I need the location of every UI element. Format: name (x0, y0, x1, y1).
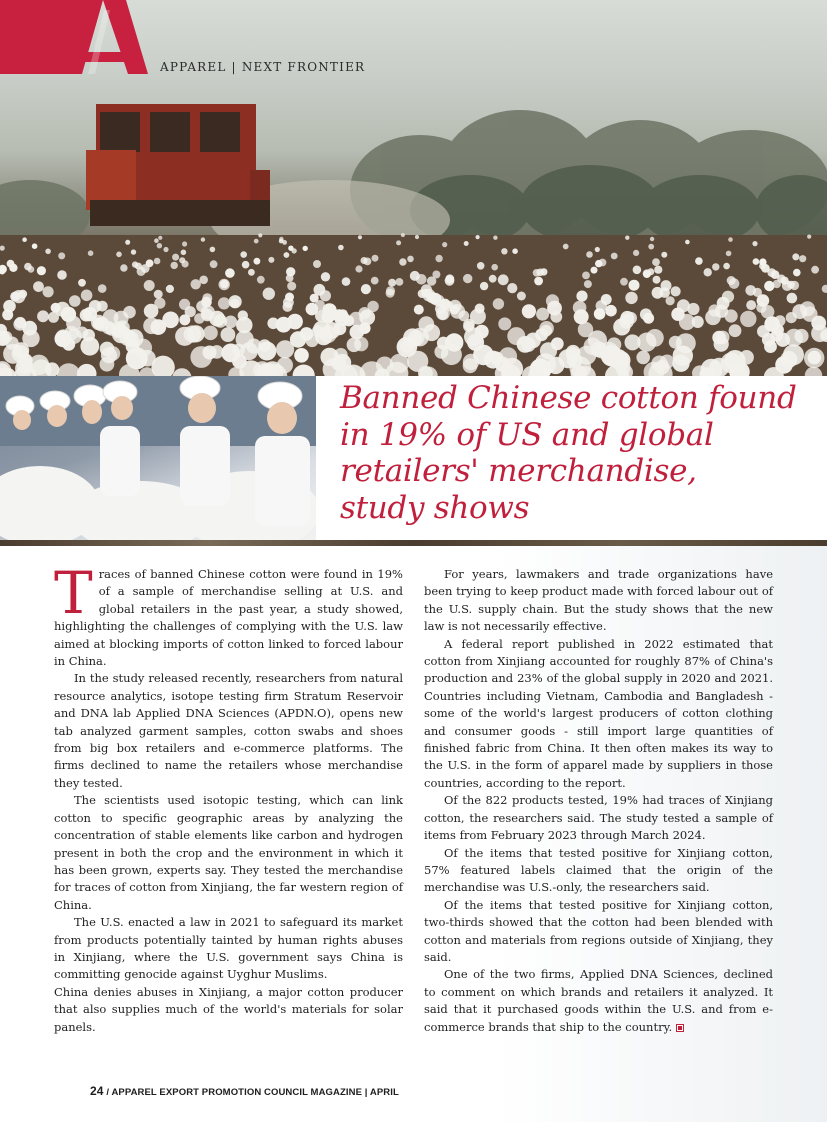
paragraph: The scientists used isotopic testing, which can link cotton to specific geographic areas by analyzing the concentration of stable elements like carbon and hydrogen present in both the crop and the environment in which it has been grown, experts say. They tested the merchandise for traces of cotton from Xinjiang, the far western region of China. (54, 793, 403, 912)
article-title (340, 380, 810, 526)
paragraph: Traces of banned Chinese cotton were found in 19% of a sample of merchandise selling at U.S. and global retailers in the past year, a study showed, highlighting the challenges of complying with the U.S. law aimed at blocking imports of cotton linked to forced labour in China. (54, 559, 403, 669)
title-line-2: in 19% of US and global (340, 416, 714, 453)
title-line-4: study shows (340, 489, 530, 526)
article-column-right (424, 566, 773, 1036)
paragraph: A federal report published in 2022 estimated that cotton from Xinjiang accounted for roughly 87% of China's production and 23% of the global supply in 2020 and 2021. Countries including Vietnam, Cambodia and Bangladesh - some of the world's largest producers of cotton clothing and consumer goods - still import large quantities of finished fabric from China. It then often makes its way to the U.S. in the form of apparel made by suppliers in those countries, according to the report. (424, 636, 773, 790)
paragraph: Of the items that tested positive for Xinjiang cotton, 57% featured labels claimed that the origin of the merchandise was U.S.-only, the researchers said. (424, 845, 773, 895)
page-number: 24 (90, 1084, 104, 1098)
article-column-left (54, 559, 403, 1036)
section-label: APPAREL | NEXT FRONTIER (160, 60, 366, 74)
end-of-article-icon (676, 1024, 684, 1032)
drop-cap: T (54, 559, 93, 627)
paragraph: The U.S. enacted a law in 2021 to safeguard its market from products potentially tainted by human rights abuses in Xinjiang, where the U.S. government says China is committing genocide against Uyghur Muslims. (54, 915, 403, 982)
title-line-1: Banned Chinese cotton found (340, 380, 797, 416)
paragraph: One of the two firms, Applied DNA Sciences, declined to comment on which brands and retailers it analyzed. It said that it purchased goods within the U.S. and from e-commerce brands that ship to the country. (424, 967, 773, 1034)
workers-illustration (0, 376, 316, 542)
page-footer (90, 1084, 399, 1098)
paragraph: Of the 822 products tested, 19% had traces of Xinjiang cotton, the researchers said. The study tested a sample of items from February 2023 through March 2024. (424, 793, 773, 843)
paragraph: Of the items that tested positive for Xinjiang cotton, two-thirds showed that the cotton had been blended with cotton and materials from regions outside of Xinjiang, they said. (424, 897, 773, 964)
harvester-shape (86, 104, 270, 226)
workers-photo (0, 376, 316, 542)
paragraph: China denies abuses in Xinjiang, a major cotton producer that also supplies much of the world's materials for solar panels. (54, 984, 403, 1034)
publication-name: / APPAREL EXPORT PROMOTION COUNCIL MAGAZINE | APRIL (106, 1087, 399, 1098)
section-logo-a (0, 0, 150, 76)
paragraph: For years, lawmakers and trade organizations have been trying to keep product made with forced labour out of the U.S. supply chain. But the study shows that the new law is not necessarily effective. (424, 567, 773, 634)
title-line-3: retailers' merchandise, (340, 453, 697, 489)
paragraph: In the study released recently, researchers from natural resource analytics, isotope testing firm Stratum Reservoir and DNA lab Applied DNA Sciences (APDN.O), opens new tab analyzed garment samples, cotton swabs and shoes from big box retailers and e-commerce platforms. The firms declined to name the retailers whose merchandise they tested. (54, 671, 403, 790)
